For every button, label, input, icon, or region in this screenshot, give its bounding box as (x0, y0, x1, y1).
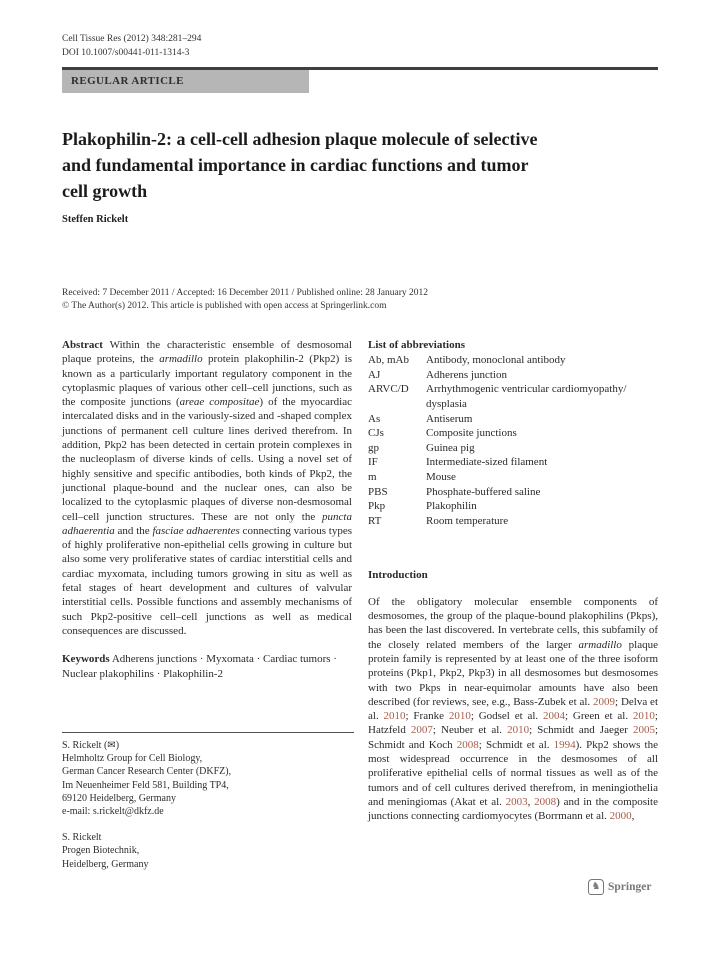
abbreviation-definition: Room temperature (426, 514, 509, 527)
springer-wordmark: Springer (608, 881, 652, 893)
abbreviations-heading: List of abbreviations (368, 339, 465, 351)
abbreviation-key: AJ (368, 368, 381, 381)
abbreviation-key: As (368, 412, 381, 425)
abbreviation-row (368, 485, 658, 500)
citation-year-link[interactable]: 2008 (534, 795, 557, 808)
page-header (62, 33, 201, 60)
abbreviation-row (368, 470, 658, 485)
footnote-rule (62, 732, 354, 733)
correspondence-name-line: S. Rickelt (✉) (62, 740, 120, 751)
abbreviation-definition: Antibody, monoclonal antibody (426, 354, 566, 367)
abbreviation-definition: Adherens junction (426, 368, 507, 381)
citation-year-link[interactable]: 1994 (553, 738, 576, 751)
address-line: Heidelberg, Germany (62, 858, 149, 870)
correspondence-footnote (62, 732, 354, 871)
citation-year-link[interactable]: 2010 (448, 710, 471, 723)
abbreviation-row (368, 426, 658, 441)
citation-year-link[interactable]: 2008 (456, 738, 479, 751)
abbreviation-definition: Guinea pig (426, 441, 475, 454)
address-line: German Cancer Research Center (DKFZ), (62, 766, 232, 778)
article-type-banner: REGULAR ARTICLE (62, 70, 309, 93)
corresponding-author-name: S. Rickelt (62, 740, 104, 751)
copyright-line: © The Author(s) 2012. This article is published with open access at Springerlink.com (62, 301, 387, 311)
abbreviation-row (368, 441, 658, 456)
secondary-affiliation (62, 831, 354, 871)
abbreviation-row (368, 514, 658, 529)
abbreviation-definition: Plakophilin (426, 500, 477, 513)
abbreviation-definition: Composite junctions (426, 427, 517, 440)
abstract-paragraph: Abstract Within the characteristic ensemble of desmosomal plaque proteins, the armadillo protein plakophilin-2 (Pkp2) is known as a particularly important regulatory component in the cytoplasmic plaques of various other cell–cell junctions, such as the composite junctions (areae compositae) of the myocardiac intercalated disks and in the variously-sized and -shaped complex junctions of permanent cell culture lines derived therefrom. In addition, Pkp2 has been detected in certain protein complexes in the nucleoplasm of diverse kinds of cells. Using a novel set of highly sensitive and specific antibodies, both kinds of Pkp2, the junctional plaque-bound and the nuclear ones, can also be localized to the cytoplasmic plaques of diverse non-desmosomal cell–cell junction structures. These are not only the puncta adhaerentia and the fasciae adhaerentes connecting various types of highly proliferative non-epithelial cells growing in culture but also some very proliferative states of cardiac interstitial cells and cardiac myxomata, including tumors growing in situ as well as fetal stages of heart development and cultures of valvular interstitial cells. Possible functions and assembly mechanisms of such Pkp2-positive cell–cell junctions as well as medical consequences are discussed. (62, 339, 352, 637)
abbreviation-key: Pkp (368, 500, 386, 513)
abbreviation-key: Ab, mAb (368, 354, 409, 367)
abbreviation-key: m (368, 471, 377, 484)
citation-year-link[interactable]: 2004 (543, 710, 566, 723)
journal-citation: Cell Tissue Res (2012) 348:281–294 (62, 34, 202, 44)
doi-line: DOI 10.1007/s00441-011-1314-3 (62, 47, 190, 58)
address-line: Progen Biotechnik, (62, 845, 140, 857)
abbreviation-key: CJs (368, 427, 384, 440)
springer-knight-icon: ♞ (588, 879, 604, 895)
citation-year-link[interactable]: 2005 (632, 724, 655, 737)
citation-year-link[interactable]: 2010 (383, 710, 406, 723)
citation-year-link[interactable]: 2000 (609, 810, 632, 823)
affiliation-name-line: S. Rickelt (62, 832, 102, 844)
keywords-line: Keywords Adherens junctions · Myxomata · Cardiac tumors · Nuclear plakophilins · Plakophilin-2 (62, 653, 337, 680)
abbreviation-key: PBS (368, 485, 388, 498)
dates-line: Received: 7 December 2011 / Accepted: 16 December 2011 / Published online: 28 January 2012 (62, 288, 429, 298)
address-line: Im Neuenheimer Feld 581, Building TP4, (62, 779, 229, 791)
abbreviation-definition: Mouse (426, 471, 456, 484)
abbreviation-definition: Phosphate-buffered saline (426, 485, 541, 498)
abbreviation-definition: Arrhythmogenic ventricular cardiomyopathy/​dysplasia (426, 383, 627, 411)
right-column (368, 338, 658, 823)
abbreviation-row (368, 499, 658, 514)
correspondence-address (62, 739, 354, 818)
abbreviation-row (368, 382, 658, 411)
abbreviation-key: gp (368, 441, 379, 454)
abbreviation-key: IF (368, 456, 378, 469)
address-line: Helmholtz Group for Cell Biology, (62, 753, 203, 765)
article-title: Plakophilin-2: a cell-cell adhesion plaque molecule of selective and fundamental importance in cardiac functions and tumor cell growth (62, 129, 538, 202)
abbreviations-table (368, 353, 658, 528)
address-line: 69120 Heidelberg, Germany (62, 792, 176, 804)
abbreviation-definition: Intermediate-sized filament (426, 456, 548, 469)
citation-year-link[interactable]: 2003 (505, 795, 528, 808)
abbreviation-row (368, 455, 658, 470)
email-line: e-mail: s.rickelt@dkfz.de (62, 806, 164, 818)
springer-logo (588, 879, 651, 895)
abbreviation-row (368, 368, 658, 383)
introduction-paragraph: Of the obligatory molecular ensemble components of desmosomes, the group of the plaque-bound plakophilins (Pkps), has been the last discovered. In vertebrate cells, this subfamily of the closely related members of the larger armadillo plaque protein family is represented by at least one of the three isoform proteins (Pkp1, Pkp2, Pkp3) in all desmosomes but desmosomes with two Pkps in near-equimolar amounts have also been described (for reviews, see, e.g., Bass-Zubek et al. 2009; Delva et al. 2010; Franke 2010; Godsel et al. 2004; Green et al. 2010; Hatzfeld 2007; Neuber et al. 2010; Schmidt and Jaeger 2005; Schmidt and Koch 2008; Schmidt et al. 1994). Pkp2 shows the most widespread occurrence in the desmosomes of all proliferative epithelial cells of normal tissues as well as of the tumors and of cell cultures derived therefrom, in meningiothelia and meningiomas (Akat et al. 2003, 2008) and in the composite junctions connecting cardiomyocytes (Borrmann et al. 2000, (368, 595, 658, 823)
abbreviation-key: RT (368, 514, 382, 527)
envelope-icon: ✉ (107, 740, 116, 751)
abbreviation-definition: Antiserum (426, 412, 473, 425)
abbreviation-row (368, 412, 658, 427)
citation-year-link[interactable]: 2010 (507, 724, 530, 737)
abbreviation-row (368, 353, 658, 368)
citation-year-link[interactable]: 2007 (410, 724, 433, 737)
introduction-heading: Introduction (368, 569, 428, 582)
author-name: Steffen Rickelt (62, 214, 129, 225)
citation-year-link[interactable]: 2009 (593, 695, 616, 708)
abbreviation-key: ARVC/D (368, 383, 409, 396)
citation-year-link[interactable]: 2010 (632, 710, 655, 723)
